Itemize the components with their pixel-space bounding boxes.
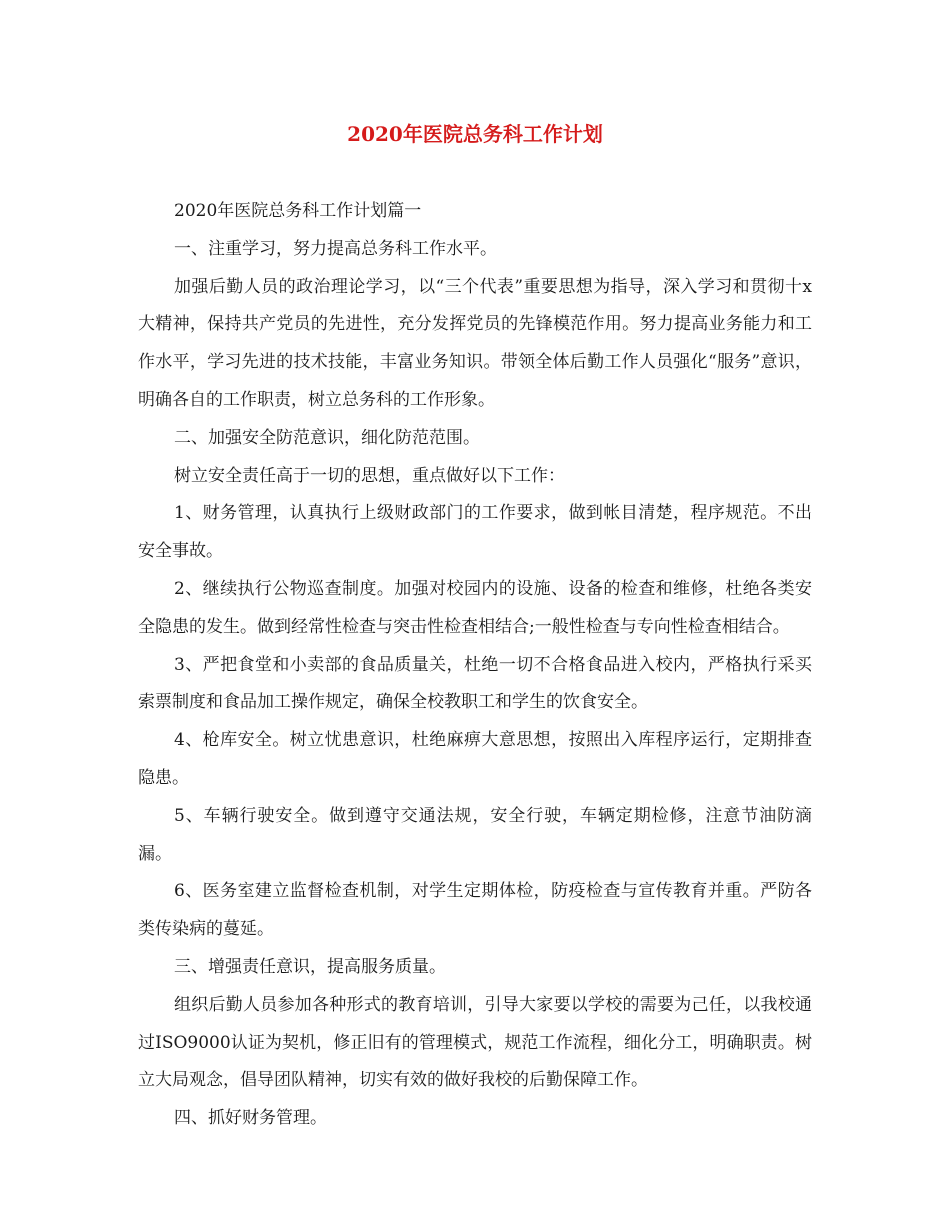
- list-item: 4、枪库安全。树立忧患意识，杜绝麻痹大意思想，按照出入库程序运行，定期排查隐患。: [138, 730, 812, 788]
- paragraph: 树立安全责任高于一切的思想，重点做好以下工作：: [174, 465, 565, 486]
- list-item: 2、继续执行公物巡查制度。加强对校园内的设施、设备的检查和维修，杜绝各类安全隐患的发生。做到经常性检查与突击性检查相结合;一般性检查与专向性检查相结合。: [138, 578, 812, 637]
- section-heading-1: 一、注重学习，努力提高总务科工作水平。: [174, 238, 497, 259]
- document-body: [138, 193, 812, 1138]
- list-item: 5、车辆行驶安全。做到遵守交通法规，安全行驶，车辆定期检修，注意节油防滴漏。: [138, 805, 812, 864]
- list-item: 3、严把食堂和小卖部的食品质量关，杜绝一切不合格食品进入校内，严格执行采买索票制度和食品加工操作规定，确保全校教职工和学生的饮食安全。: [138, 654, 812, 713]
- paragraph: 加强后勤人员的政治理论学习，以“三个代表”重要思想为指导，深入学习和贯彻十x大精神，保持共产党员的先进性，充分发挥党员的先锋模范作用。努力提高业务能力和工作水平，学习先进的技术技能，丰富业务知识。带领全体后勤工作人员强化“服务”意识，明确各自的工作职责，树立总务科的工作形象。: [138, 276, 812, 410]
- section-heading-3: 三、增强责任意识，提高服务质量。: [174, 956, 446, 977]
- list-item: 1、财务管理，认真执行上级财政部门的工作要求，做到帐目清楚，程序规范。不出安全事故。: [138, 503, 812, 562]
- document-title: 2020年医院总务科工作计划: [347, 122, 603, 146]
- paragraph-subtitle: 2020年医院总务科工作计划篇一: [174, 201, 422, 221]
- section-heading-2: 二、加强安全防范意识，细化防范范围。: [174, 427, 480, 448]
- section-heading-4: 四、抓好财务管理。: [174, 1108, 327, 1129]
- paragraph: 组织后勤人员参加各种形式的教育培训，引导大家要以学校的需要为己任，以我校通过ISO9000认证为契机，修正旧有的管理模式，规范工作流程，细化分工，明确职责。树立大局观念，倡导团队精神，切实有效的做好我校的后勤保障工作。: [138, 994, 812, 1091]
- list-item: 6、医务室建立监督检查机制，对学生定期体检，防疫检查与宣传教育并重。严防各类传染病的蔓延。: [138, 881, 812, 940]
